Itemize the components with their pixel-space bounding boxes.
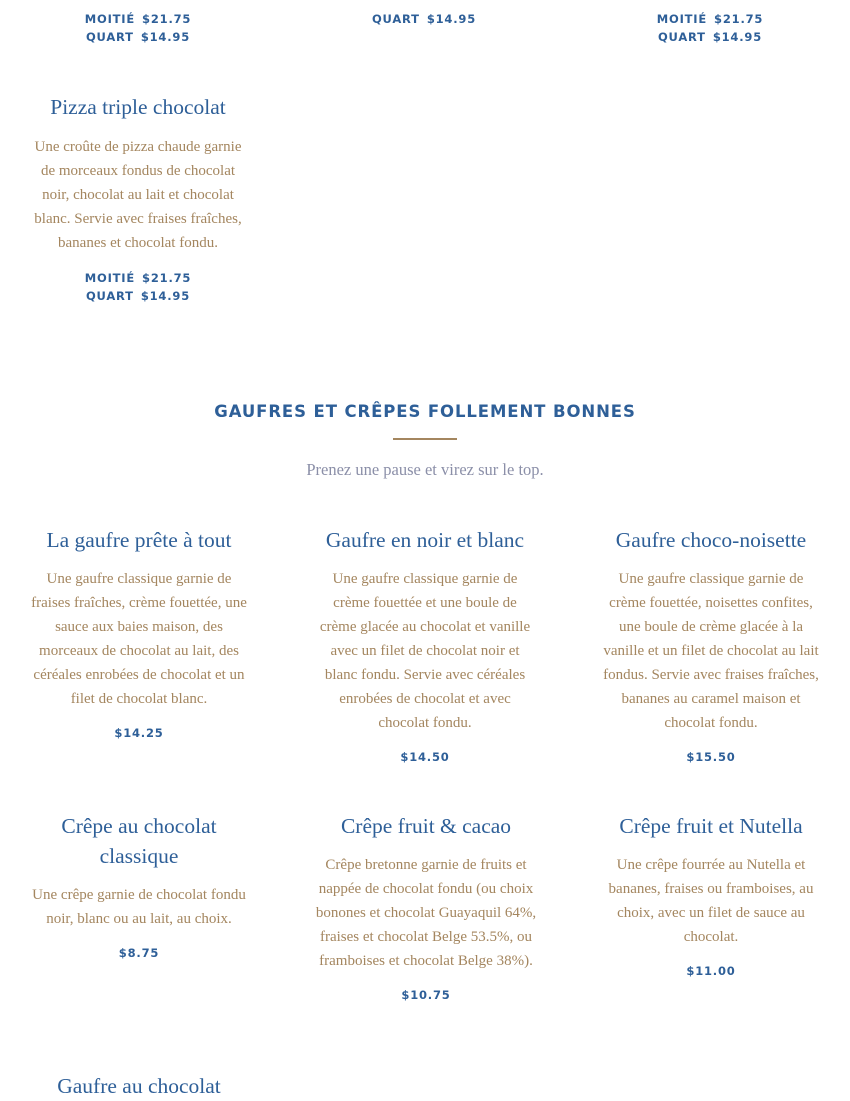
item-price: $14.25 xyxy=(114,726,164,740)
price-row xyxy=(600,10,820,28)
item-title: La gaufre prête à tout xyxy=(46,528,232,552)
price-label: MOITIÉ xyxy=(84,12,136,26)
price-row xyxy=(314,10,534,28)
item-price: $10.75 xyxy=(401,988,451,1002)
menu-item xyxy=(28,811,250,962)
top-prices-col1 xyxy=(28,10,248,46)
price-value: $21.75 xyxy=(714,12,764,26)
price-value: $21.75 xyxy=(142,271,192,285)
price-label: QUART xyxy=(657,30,706,44)
menu-item xyxy=(314,811,538,1004)
price-value: $14.95 xyxy=(140,30,191,44)
item-price: $15.50 xyxy=(686,750,736,764)
item-title: Crêpe au chocolat classique xyxy=(61,814,217,868)
price-value: $14.95 xyxy=(140,289,191,303)
item-title: Crêpe fruit & cacao xyxy=(340,814,512,838)
menu-item xyxy=(600,811,822,980)
price-row xyxy=(28,269,248,287)
item-title: Gaufre en noir et blanc xyxy=(325,528,525,552)
section-title: GAUFRES ET CRÊPES FOLLEMENT BONNES xyxy=(214,402,636,421)
item-title: Crêpe fruit et Nutella xyxy=(619,814,803,838)
price-label: MOITIÉ xyxy=(84,271,136,285)
top-prices-col2 xyxy=(314,10,534,28)
item-price: $14.50 xyxy=(400,750,450,764)
price-label: QUART xyxy=(85,30,134,44)
section-subtitle: Prenez une pause et virez sur le top. xyxy=(306,460,544,479)
price-value: $21.75 xyxy=(142,12,192,26)
item-description: Crêpe bretonne garnie de fruits et nappée de chocolat fondu (ou choix bonones et chocolat Guayaquil 64%, fraises et chocolat Belge 53.5%, ou framboises et chocolat Belge 38%). xyxy=(315,857,537,969)
price-row xyxy=(28,10,248,28)
item-description: Une crêpe fourrée au Nutella et bananes, fraises ou framboises, au choix, avec un filet de sauce au chocolat. xyxy=(608,857,814,945)
item-title: Gaufre choco-noisette xyxy=(615,528,807,552)
item-description: Une gaufre classique garnie de crème fouettée et une boule de crème glacée au chocolat et vanille avec un filet de chocolat noir et blanc fondu. Servie avec céréales enrobées de chocolat et avec chocolat fondu. xyxy=(319,571,531,731)
menu-item xyxy=(28,525,250,742)
item-title: Gaufre au chocolat xyxy=(57,1074,221,1098)
price-value: $14.95 xyxy=(426,12,477,26)
menu-item xyxy=(28,1071,250,1101)
item-description: Une gaufre classique garnie de crème fouettée, noisettes confites, une boule de crème glacée à la vanille et un filet de chocolat au lait fondus. Servie avec fraises fraîches, bananes au caramel maison et chocolat fondu. xyxy=(603,571,819,731)
price-row xyxy=(28,287,248,305)
item-description: Une croûte de pizza chaude garnie de morceaux fondus de chocolat noir, chocolat au lait et chocolat blanc. Servie avec fraises fraîches, bananes et chocolat fondu. xyxy=(34,139,242,251)
price-label: QUART xyxy=(371,12,420,26)
item-description: Une gaufre classique garnie de fraises fraîches, crème fouettée, une sauce aux baies maison, des morceaux de chocolat au lait, des céréales enrobées de chocolat et un filet de chocolat blanc. xyxy=(31,571,247,707)
menu-item xyxy=(600,525,822,766)
menu-item xyxy=(314,525,536,766)
price-label: QUART xyxy=(85,289,134,303)
section-divider xyxy=(393,438,457,440)
menu-item-pizza-triple-chocolat xyxy=(28,92,248,305)
item-price: $11.00 xyxy=(686,964,736,978)
price-row xyxy=(600,28,820,46)
top-prices-col3 xyxy=(600,10,820,46)
item-description: Une crêpe garnie de chocolat fondu noir, blanc ou au lait, au choix. xyxy=(32,887,246,927)
item-title: Pizza triple chocolat xyxy=(50,95,226,119)
price-row xyxy=(28,28,248,46)
item-price: $8.75 xyxy=(118,946,160,960)
price-value: $14.95 xyxy=(712,30,763,44)
price-label: MOITIÉ xyxy=(656,12,708,26)
